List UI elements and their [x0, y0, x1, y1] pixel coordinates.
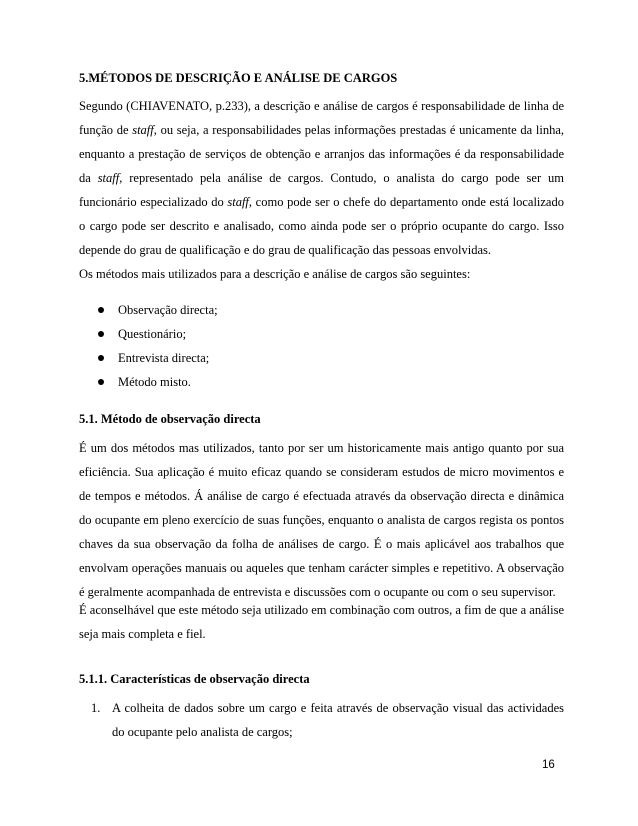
list-item — [95, 370, 218, 394]
text-run: , representado pela análise de cargos. Contudo, o analista do cargo pode ser um funcionário especializado do — [79, 171, 564, 209]
list-item-text: Entrevista directa; — [118, 351, 210, 365]
list-item — [95, 298, 218, 322]
paragraph — [79, 94, 564, 262]
list-item — [95, 322, 218, 346]
paragraph: É aconselhável que este método seja utilizado em combinação com outros, a fim de que a análise seja mais completa e fiel. — [79, 603, 564, 641]
bullet-icon — [98, 307, 104, 313]
italic-term: staff — [97, 171, 120, 185]
italic-term: staff — [227, 195, 249, 209]
methods-list — [95, 298, 218, 394]
text-run: , como pode ser o chefe do departamento onde está localizado o cargo pode ser descrito e analisado, como ainda pode ser o próprio ocupante do cargo. Isso depende do grau de qualificação e do grau de qualificação das pessoas envolvidas. — [79, 195, 564, 257]
list-item-text: Método misto. — [118, 375, 191, 389]
text-run: Segundo (CHIAVENATO, p.233), a descrição e análise de cargos é responsabilidade de linha de função de — [79, 99, 564, 137]
characteristics-list — [91, 696, 564, 744]
bullet-icon — [98, 355, 104, 361]
text-run: , ou seja, a responsabilidades pelas informações prestadas é unicamente da linha, enquanto a prestação de serviços de obtenção e arranjos das informações é da responsabilidade da — [79, 123, 564, 185]
list-item-text: A colheita de dados sobre um cargo e feita através de observação visual das actividades do ocupante pelo analista de cargos; — [112, 701, 564, 739]
list-item — [95, 346, 218, 370]
italic-term: staff — [132, 123, 154, 137]
subsection-heading: 5.1.1. Características de observação directa — [79, 672, 310, 686]
paragraph: Os métodos mais utilizados para a descrição e análise de cargos são seguintes: — [79, 267, 471, 281]
list-item-text: Observação directa; — [118, 303, 218, 317]
page-number: 16 — [542, 759, 555, 771]
section-heading: 5.MÉTODOS DE DESCRIÇÃO E ANÁLISE DE CARGOS — [79, 71, 398, 85]
subsection-heading: 5.1. Método de observação directa — [79, 412, 261, 426]
paragraph: É um dos métodos mas utilizados, tanto por ser um historicamente mais antigo quanto por sua eficiência. Sua aplicação é muito eficaz quando se consideram estudos de micro movimentos e de tempos e métodos. Á análise de cargo é efectuada através da observação directa e dinâmica do ocupante em pleno exercício de suas funções, enquanto o analista de cargos regista os pontos chaves da sua observação da folha de análises de cargo. É o mais aplicável aos trabalhos que envolvam operações manuais ou aqueles que tenham carácter simples e repetitivo. A observação é geralmente acompanhada de entrevista e discussões com o ocupante ou com o seu supervisor. — [79, 441, 564, 599]
bullet-icon — [98, 379, 104, 385]
list-item-number: 1. — [91, 701, 101, 715]
list-item-text: Questionário; — [118, 327, 187, 341]
bullet-icon — [98, 331, 104, 337]
list-item — [91, 696, 564, 744]
